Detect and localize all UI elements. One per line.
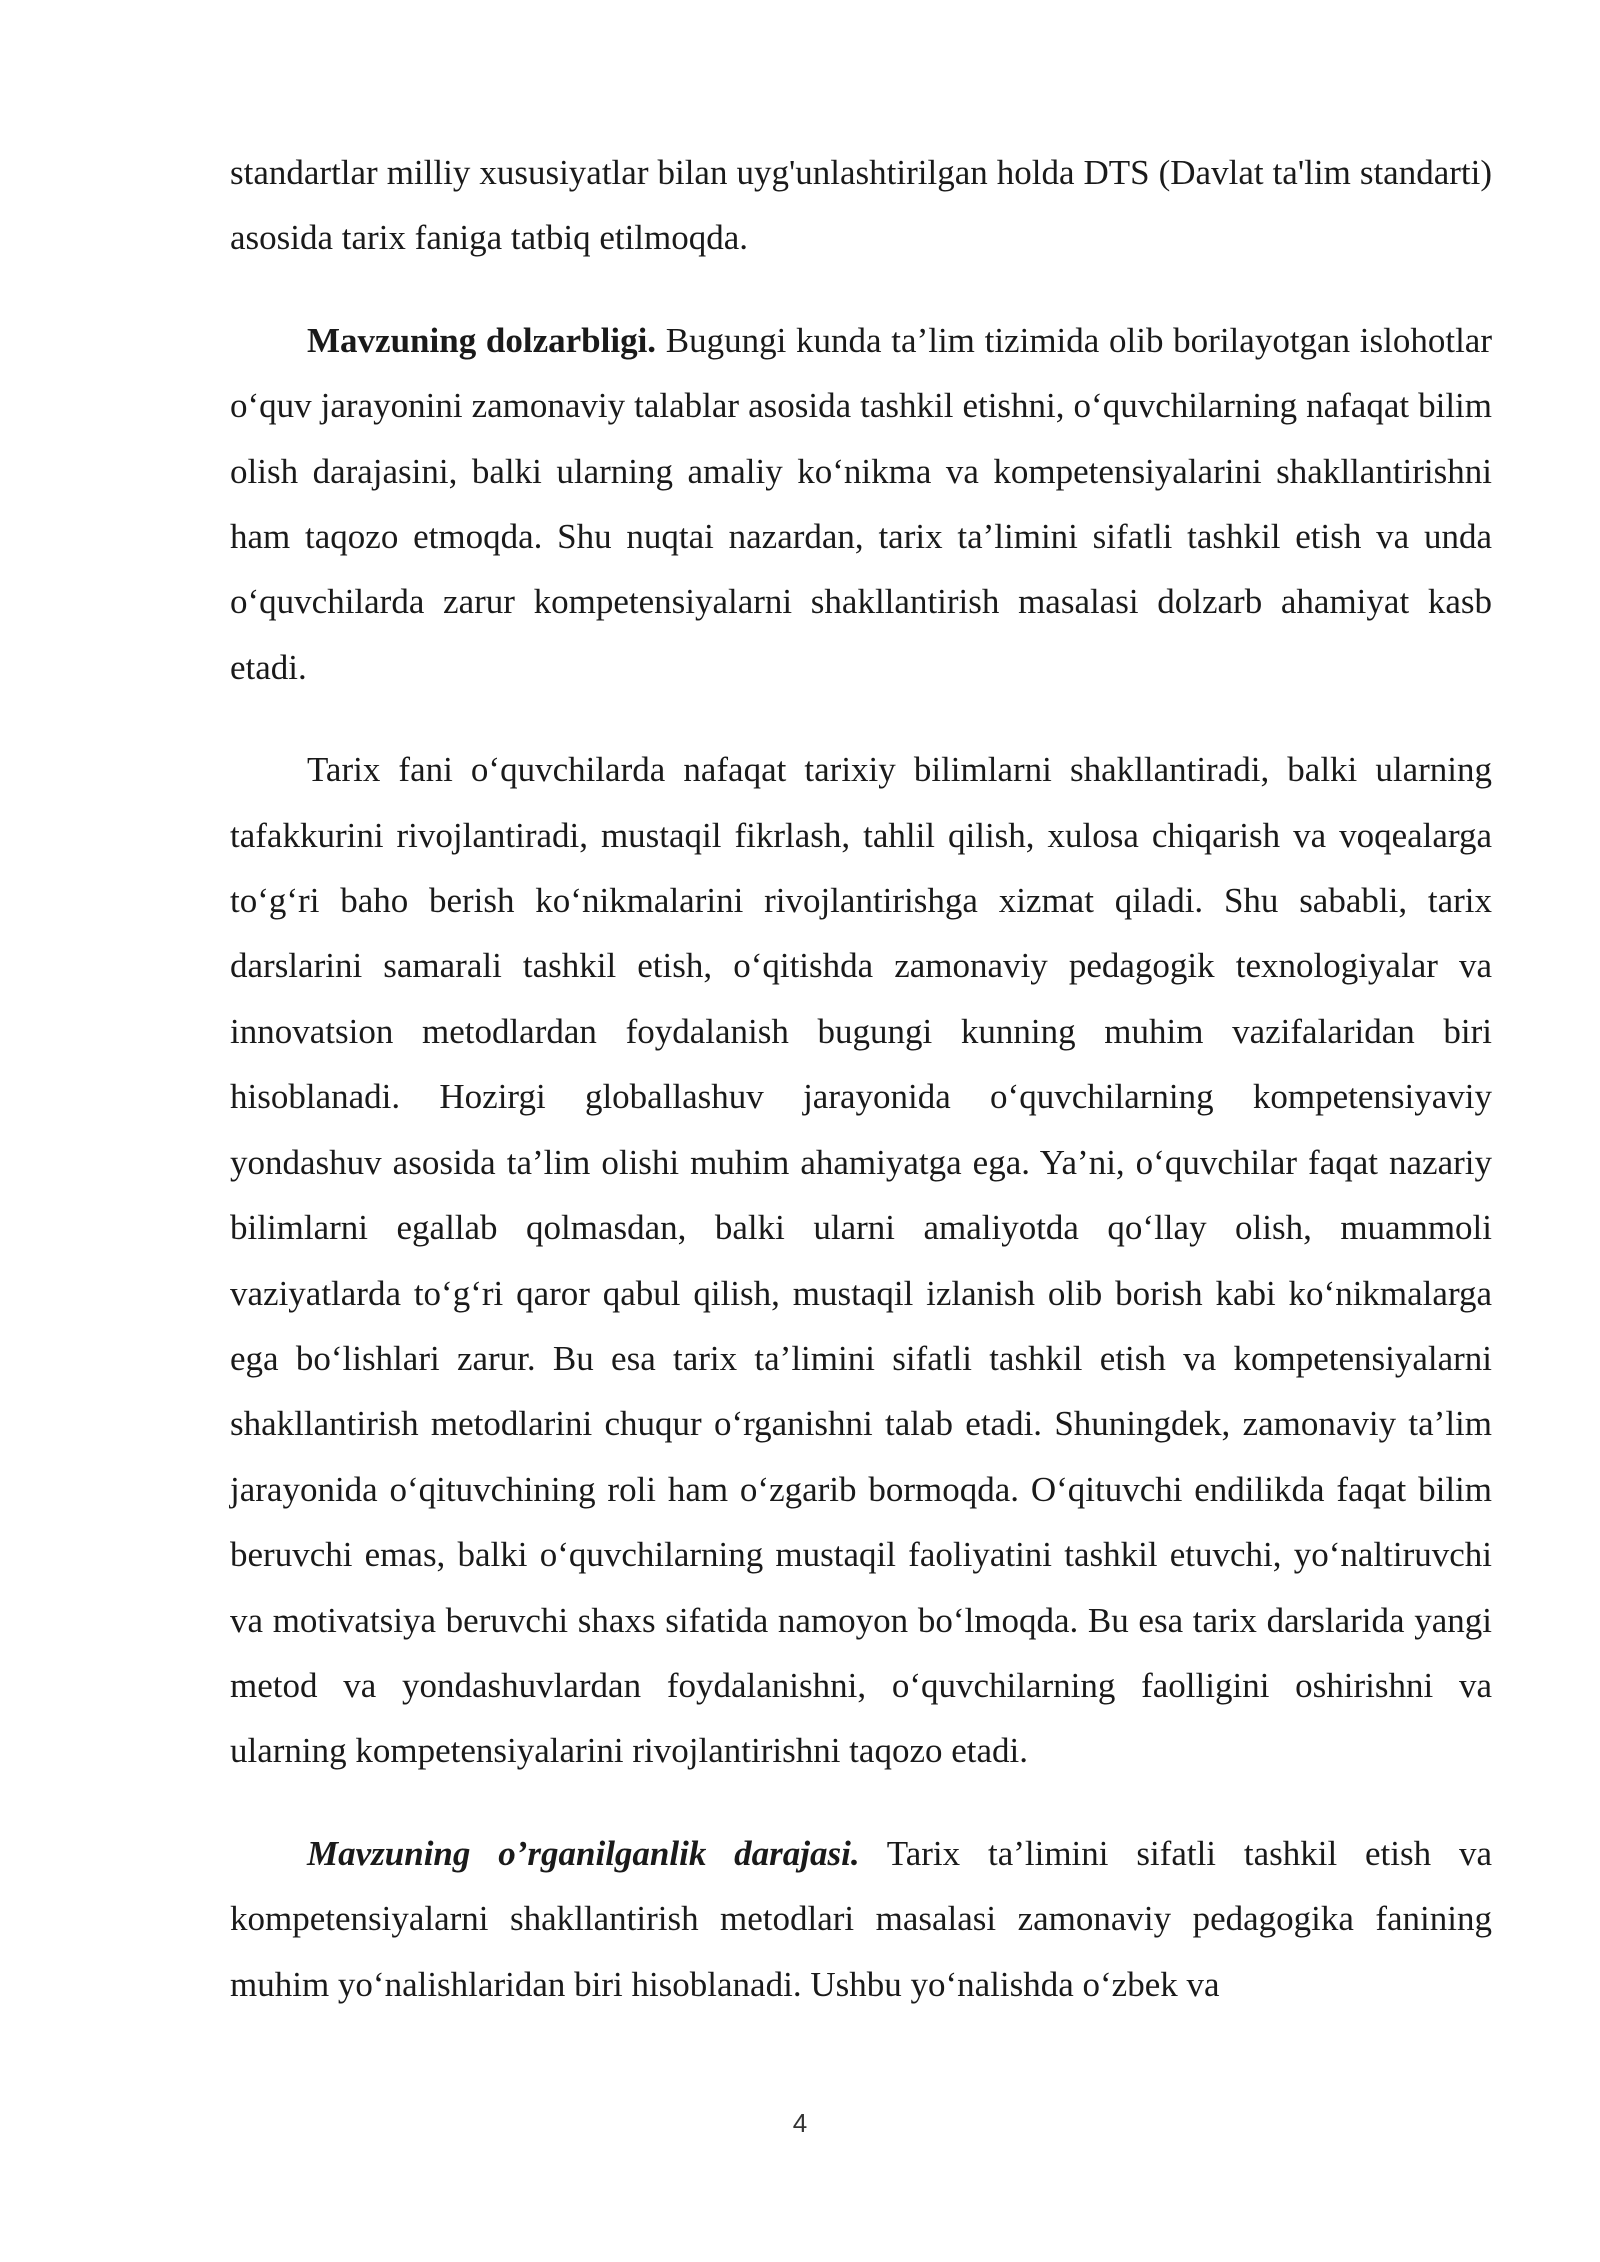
paragraph-standards-continuation xyxy=(230,140,1492,271)
page-body xyxy=(230,140,1492,2017)
paragraph-topic-study-level xyxy=(230,1821,1492,2017)
page-number: 4 xyxy=(792,2108,808,2138)
paragraph-text: Bugungi kunda ta’lim tizimida olib borilayotgan islohotlar o‘quv jarayonini zamonaviy talablar asosida tashkil etishni, o‘quvchilarning nafaqat bilim olish darajasini, balki ularning amaliy ko‘nikma va kompetensiyalarini shakllantirishni ham taqozo etmoqda. Shu nuqtai nazardan, tarix ta’limini sifatli tashkil etish va unda o‘quvchilarda zarur kompetensiyalarni shakllantirish masalasi dolzarb ahamiyat kasb etadi. xyxy=(230,320,1492,687)
paragraph-history-subject xyxy=(230,737,1492,1784)
section-lead-relevance: Mavzuning dolzarbligi. xyxy=(307,320,657,360)
paragraph-text: standartlar milliy xususiyatlar bilan uyg'unlashtirilgan holda DTS (Davlat ta'lim standarti) asosida tarix faniga tatbiq etilmoqda. xyxy=(230,153,1492,258)
paragraph-text: Tarix ta’limini sifatli tashkil etish va kompetensiyalarni shakllantirish metodlari masalasi zamonaviy pedagogika fanining muhim yo‘nalishlaridan biri hisoblanadi. Ushbu yo‘nalishda o‘zbek va xyxy=(230,1833,1492,2004)
paragraph-text: Tarix fani o‘quvchilarda nafaqat tarixiy bilimlarni shakllantiradi, balki ularning tafakkurini rivojlantiradi, mustaqil fikrlash, tahlil qilish, xulosa chiqarish va voqealarga to‘g‘ri baho berish ko‘nikmalarini rivojlantirishga xizmat qiladi. Shu sababli, tarix darslarini samarali tashkil etish, o‘qitishda zamonaviy pedagogik texnologiyalar va innovatsion metodlardan foydalanish bugungi kunning muhim vazifalaridan biri hisoblanadi. Hozirgi globallashuv jarayonida o‘quvchilarning kompetensiyaviy yondashuv asosida ta’lim olishi muhim ahamiyatga ega. Ya’ni, o‘quvchilar faqat nazariy bilimlarni egallab qolmasdan, balki ularni amaliyotda qo‘llay olish, muammoli vaziyatlarda to‘g‘ri qaror qabul qilish, mustaqil izlanish olib borish kabi ko‘nikmalarga ega bo‘lishlari zarur. Bu esa tarix ta’limini sifatli tashkil etish va kompetensiyalarni shakllantirish metodlarini chuqur o‘rganishni talab etadi. Shuningdek, zamonaviy ta’lim jarayonida o‘qituvchining roli ham o‘zgarib bormoqda. O‘qituvchi endilikda faqat bilim beruvchi emas, balki o‘quvchilarning mustaqil faoliyatini tashkil etuvchi, yo‘naltiruvchi va motivatsiya beruvchi shaxs sifatida namoyon bo‘lmoqda. Bu esa tarix darslarida yangi metod va yondashuvlardan foydalanishni, o‘quvchilarning faolligini oshirishni va ularning kompetensiyalarini rivojlantirishni taqozo etadi. xyxy=(230,750,1492,1771)
section-lead-study-level: Mavzuning o’rganilganlik darajasi. xyxy=(307,1833,860,1873)
paragraph-topic-relevance xyxy=(230,308,1492,700)
